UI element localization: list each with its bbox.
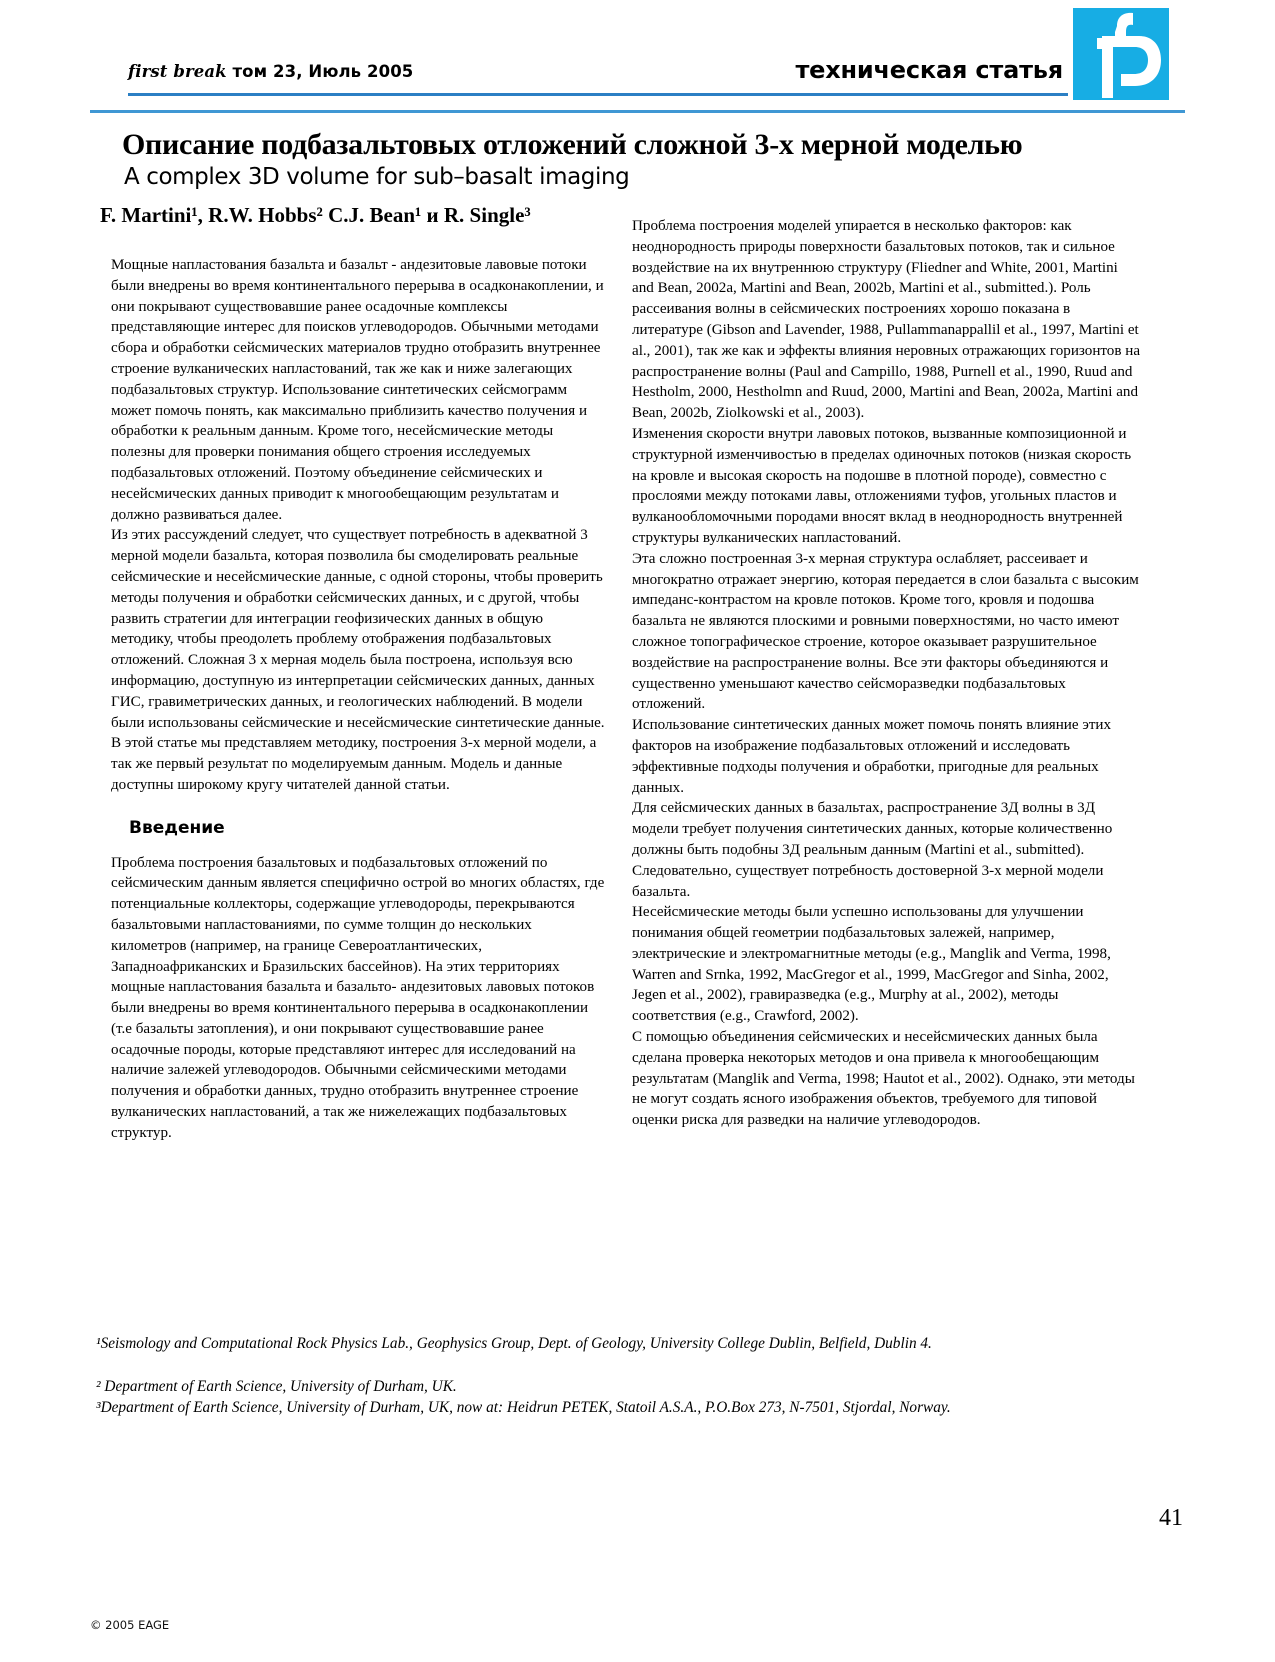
left-column [111,255,607,1144]
paragraph: Проблема построения базальтовых и подбазальтовых отложений по сейсмическим данным является специфично острой во многих областях, где потенциальные коллекторы, содержащие углеводороды, перекрываются базальтовыми напластованиями, по сумме толщин до нескольких километров (например, на границе Североатлантических, Западноафриканских и Бразильских бассейнов). На этих территориях мощные напластования базальта и базальто- андезитовых лавовых потоков были внедрены во время континентального перерыва в осадконакоплении (т.е базальты затопления), и они покрывают существовавшие ранее осадочные породы, которые представляют интерес для исследований на наличие залежей углеводородов. Обычными сейсмическими методами получения и обработки данных, трудно отобразить внутреннее строение вулканических напластований, а так же нижележащих подбазальтовых структур. [111,854,605,1141]
running-head [128,62,413,81]
footnote-3: ³Department of Earth Science, University of Durham, UK, now at: Heidrun PETEK, Statoil A.S.A., P.O.Box 273, N-7501, Stjordal, Norway. [96,1399,951,1416]
footnote-2: ² Department of Earth Science, University of Durham, UK. [96,1378,457,1395]
paragraph: Использование синтетических данных может помочь понять влияние этих факторов на изображение подбазальтовых отложений и исследовать эффективные подходы получения и обработки, пригодные для реальных данных. [632,717,1112,796]
paragraph: Мощные напластования базальта и базальт - андезитовые лавовые потоки были внедрены во время континентального перерыва в осадконакоплении, и они покрывают существовавшие ранее осадочные комплексы представляющие интерес для поисков углеводородов. Обычными методами сбора и обработки сейсмических материалов трудно отобразить внутреннее строение вулканических напластований, так же как и ниже залегающих подбазальтовых структур. Использование синтетических сейсмограмм может помочь понять, как максимально приблизить качество получения и обработки к реальным данным. Кроме того, несейсмические методы полезны для проверки понимания общего строения исследуемых подбазальтовых отложений. Поэтому объединение сейсмических и несейсмических данных приводит к многообещающим результатам и должно развиваться далее. [111,257,604,523]
paragraph: Для сейсмических данных в базальтах, распространение 3Д волны в 3Д модели требует получения синтетических данных, которые количественно должны быть подобны 3Д реальным данным (Martini et al., submitted). Следовательно, существует потребность достоверной 3-х мерной модели базальта. [632,800,1113,900]
page-title-russian: Описание подбазальтовых отложений сложной 3-х мерной моделью [122,128,1023,161]
header-rule-short [128,93,1068,96]
paragraph: Проблема построения моделей упирается в несколько факторов: как неоднородность природы поверхности базальтовых потоков, так и сильное воздействие на их внутреннюю структуру (Fliedner and White, 2001, Martini and Bean, 2002a, Martini and Bean, 2002b, Martini et al., submitted.). Роль рассеивания волны в сейсмических построениях хорошо показана в литературе (Gibson and Lavender, 1988, Pullammanappallil et al., 1997, Martini et al., 2001), так же как и эффекты влияния неровных отражающих горизонтов на распространение волны (Paul and Campillo, 1988, Purnell et al., 1990, Ruud and Hestholm, 2000, Hestholmn and Ruud, 2000, Martini and Bean, 2002a, Martini and Bean, 2002b, Ziolkowski et al., 2003). [632,218,1141,422]
issue-info: том 23, Июль 2005 [226,62,414,81]
section-label: техническая статья [795,56,1063,84]
paragraph: Из этих рассуждений следует, что существует потребность в адекватной 3 мерной модели базальта, которая позволила бы смоделировать реальные сейсмические и несейсмические данные, с одной стороны, чтобы проверить методы получения и обработки сейсмических данных, и с другой, чтобы развить стратегии для интеграции геофизических данных в общую методику, чтобы преодолеть проблему отображения подбазальтовых отложений. Сложная 3 х мерная модель была построена, используя всю информацию, доступную из интерпретации сейсмических данных, данных ГИС, гравиметрических данных, и геологических наблюдений. В модели были использованы сейсмические и несейсмические синтетические данные. В этой статье мы представляем методику, построения 3-х мерной модели, а так же первый результат по моделируемым данным. Модель и данные доступны широкому кругу читателей данной статьи. [111,527,605,793]
right-column [632,216,1142,1131]
copyright-notice: © 2005 EAGE [90,1618,170,1632]
footnotes-block [96,1333,1156,1418]
paragraph: Эта сложно построенная 3-х мерная структура ослабляет, рассеивает и многократно отражает энергию, которая передается в слои базальта с высоким импеданс-контрастом на кровле потоков. Кроме того, кровля и подошва базальта не являются плоскими и ровными поверхностями, но часто имеют сложное топографическое строение, которое оказывает разрушительное воздействие на распространение волны. Все эти факторы объединяются и существенно уменьшают качество сейсморазведки подбазальтовых отложений. [632,550,1139,713]
page-title-english: A complex 3D volume for sub–basalt imaging [124,164,630,190]
page-number: 41 [1159,1505,1183,1531]
journal-name: first break [128,62,227,81]
author-list: F. Martini¹, R.W. Hobbs² C.J. Bean¹ и R. Single³ [100,203,531,227]
footnote-1: ¹Seismology and Computational Rock Physics Lab., Geophysics Group, Dept. of Geology, University College Dublin, Belfield, Dublin 4. [96,1335,932,1352]
footnote-spacer [96,1354,1156,1376]
paragraph: Несейсмические методы были успешно использованы для улучшении понимания общей геометрии подбазальтовых залежей, например, электрические и электромагнитные методы (e.g., Manglik and Verma, 1998, Warren and Srnka, 1992, MacGregor et al., 1999, MacGregor and Sinha, 2002, Jegen et al., 2002), гравиразведка (e.g., Murphy at al., 2002), методы соответствия (e.g., Crawford, 2002). [632,904,1111,1025]
first-break-logo [1073,8,1169,100]
paragraph: Изменения скорости внутри лавовых потоков, вызванные композиционной и структурной изменчивостью в пределах одиночных потоков (низкая скорость на кровле и высокая скорость на подошве в плотной породе), совместно с прослоями между потоками лавы, отложениями туфов, угольных пластов и вулканообломочными породами вносят вклад в неоднородность внутренней структуры вулканических напластований. [632,425,1132,546]
fb-logo-icon [1073,8,1169,100]
section-heading-introduction: Введение [129,817,225,838]
paragraph: С помощью объединения сейсмических и несейсмических данных была сделана проверка некоторых методов и она привела к многообещающим результатам (Manglik and Verma, 1998; Hautot et al., 2002). Однако, эти методы не могут создать ясного изображения объектов, требуемого для типовой оценки риска для разведки на наличие углеводородов. [632,1029,1135,1129]
header-rule-long [90,110,1185,113]
